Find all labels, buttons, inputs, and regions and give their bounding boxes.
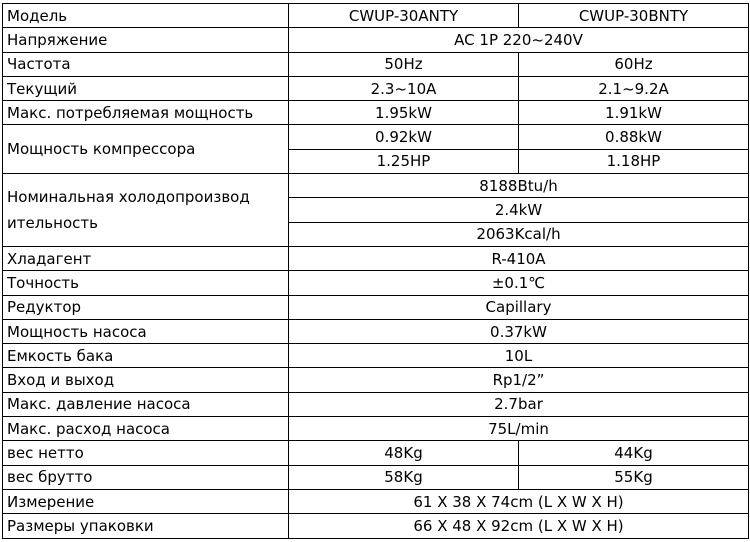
row-net-weight [3, 441, 749, 465]
gross-weight-label: вес брутто [3, 465, 289, 489]
row-model [3, 4, 749, 28]
row-max-pump-flow [3, 417, 749, 441]
pump-power-label: Мощность насоса [3, 319, 289, 343]
net-weight-b: 44Kg [519, 441, 749, 465]
row-dimensions [3, 489, 749, 513]
tank-capacity-value: 10L [289, 344, 749, 368]
accuracy-label: Точность [3, 271, 289, 295]
row-refrigerant [3, 246, 749, 270]
row-cooling-btu [3, 174, 749, 198]
model-b: CWUP-30BNTY [519, 4, 749, 28]
frequency-b: 60Hz [519, 52, 749, 76]
row-frequency [3, 52, 749, 76]
current-label: Текущий [3, 76, 289, 100]
compressor-power-label: Мощность компрессора [3, 125, 289, 174]
row-max-pump-pressure [3, 392, 749, 416]
compressor-b-hp: 1.18HP [519, 149, 749, 173]
max-power-label: Макс. потребляемая мощность [3, 101, 289, 125]
row-max-power [3, 101, 749, 125]
inlet-outlet-value: Rp1/2” [289, 368, 749, 392]
compressor-a-kw: 0.92kW [289, 125, 519, 149]
pump-power-value: 0.37kW [289, 319, 749, 343]
net-weight-label: вес нетто [3, 441, 289, 465]
max-pump-flow-label: Макс. расход насоса [3, 417, 289, 441]
compressor-b-kw: 0.88kW [519, 125, 749, 149]
row-reducer [3, 295, 749, 319]
row-tank-capacity [3, 344, 749, 368]
model-label: Модель [3, 4, 289, 28]
row-inlet-outlet [3, 368, 749, 392]
gross-weight-b: 55Kg [519, 465, 749, 489]
model-a: CWUP-30ANTY [289, 4, 519, 28]
gross-weight-a: 58Kg [289, 465, 519, 489]
row-package-dimensions [3, 514, 749, 538]
spec-table [2, 3, 749, 539]
cooling-btu: 8188Btu/h [289, 174, 749, 198]
cooling-kw: 2.4kW [289, 198, 749, 222]
cooling-kcal: 2063Kcal/h [289, 222, 749, 246]
net-weight-a: 48Kg [289, 441, 519, 465]
max-power-a: 1.95kW [289, 101, 519, 125]
row-accuracy [3, 271, 749, 295]
inlet-outlet-label: Вход и выход [3, 368, 289, 392]
current-b: 2.1~9.2A [519, 76, 749, 100]
dimensions-label: Измерение [3, 489, 289, 513]
dimensions-value: 61 X 38 X 74cm (L X W X H) [289, 489, 749, 513]
refrigerant-label: Хладагент [3, 246, 289, 270]
reducer-value: Capillary [289, 295, 749, 319]
package-dimensions-label: Размеры упаковки [3, 514, 289, 538]
reducer-label: Редуктор [3, 295, 289, 319]
accuracy-value: ±0.1℃ [289, 271, 749, 295]
row-voltage [3, 28, 749, 52]
tank-capacity-label: Емкость бака [3, 344, 289, 368]
row-gross-weight [3, 465, 749, 489]
frequency-a: 50Hz [289, 52, 519, 76]
cooling-capacity-label: Номинальная холодопроизвод ительность [3, 174, 289, 247]
package-dimensions-value: 66 X 48 X 92cm (L X W X H) [289, 514, 749, 538]
voltage-value: AC 1P 220~240V [289, 28, 749, 52]
max-pump-pressure-label: Макс. давление насоса [3, 392, 289, 416]
max-power-b: 1.91kW [519, 101, 749, 125]
max-pump-flow-value: 75L/min [289, 417, 749, 441]
compressor-a-hp: 1.25HP [289, 149, 519, 173]
row-pump-power [3, 319, 749, 343]
row-compressor-kw [3, 125, 749, 149]
frequency-label: Частота [3, 52, 289, 76]
current-a: 2.3~10A [289, 76, 519, 100]
max-pump-pressure-value: 2.7bar [289, 392, 749, 416]
row-current [3, 76, 749, 100]
refrigerant-value: R-410A [289, 246, 749, 270]
voltage-label: Напряжение [3, 28, 289, 52]
